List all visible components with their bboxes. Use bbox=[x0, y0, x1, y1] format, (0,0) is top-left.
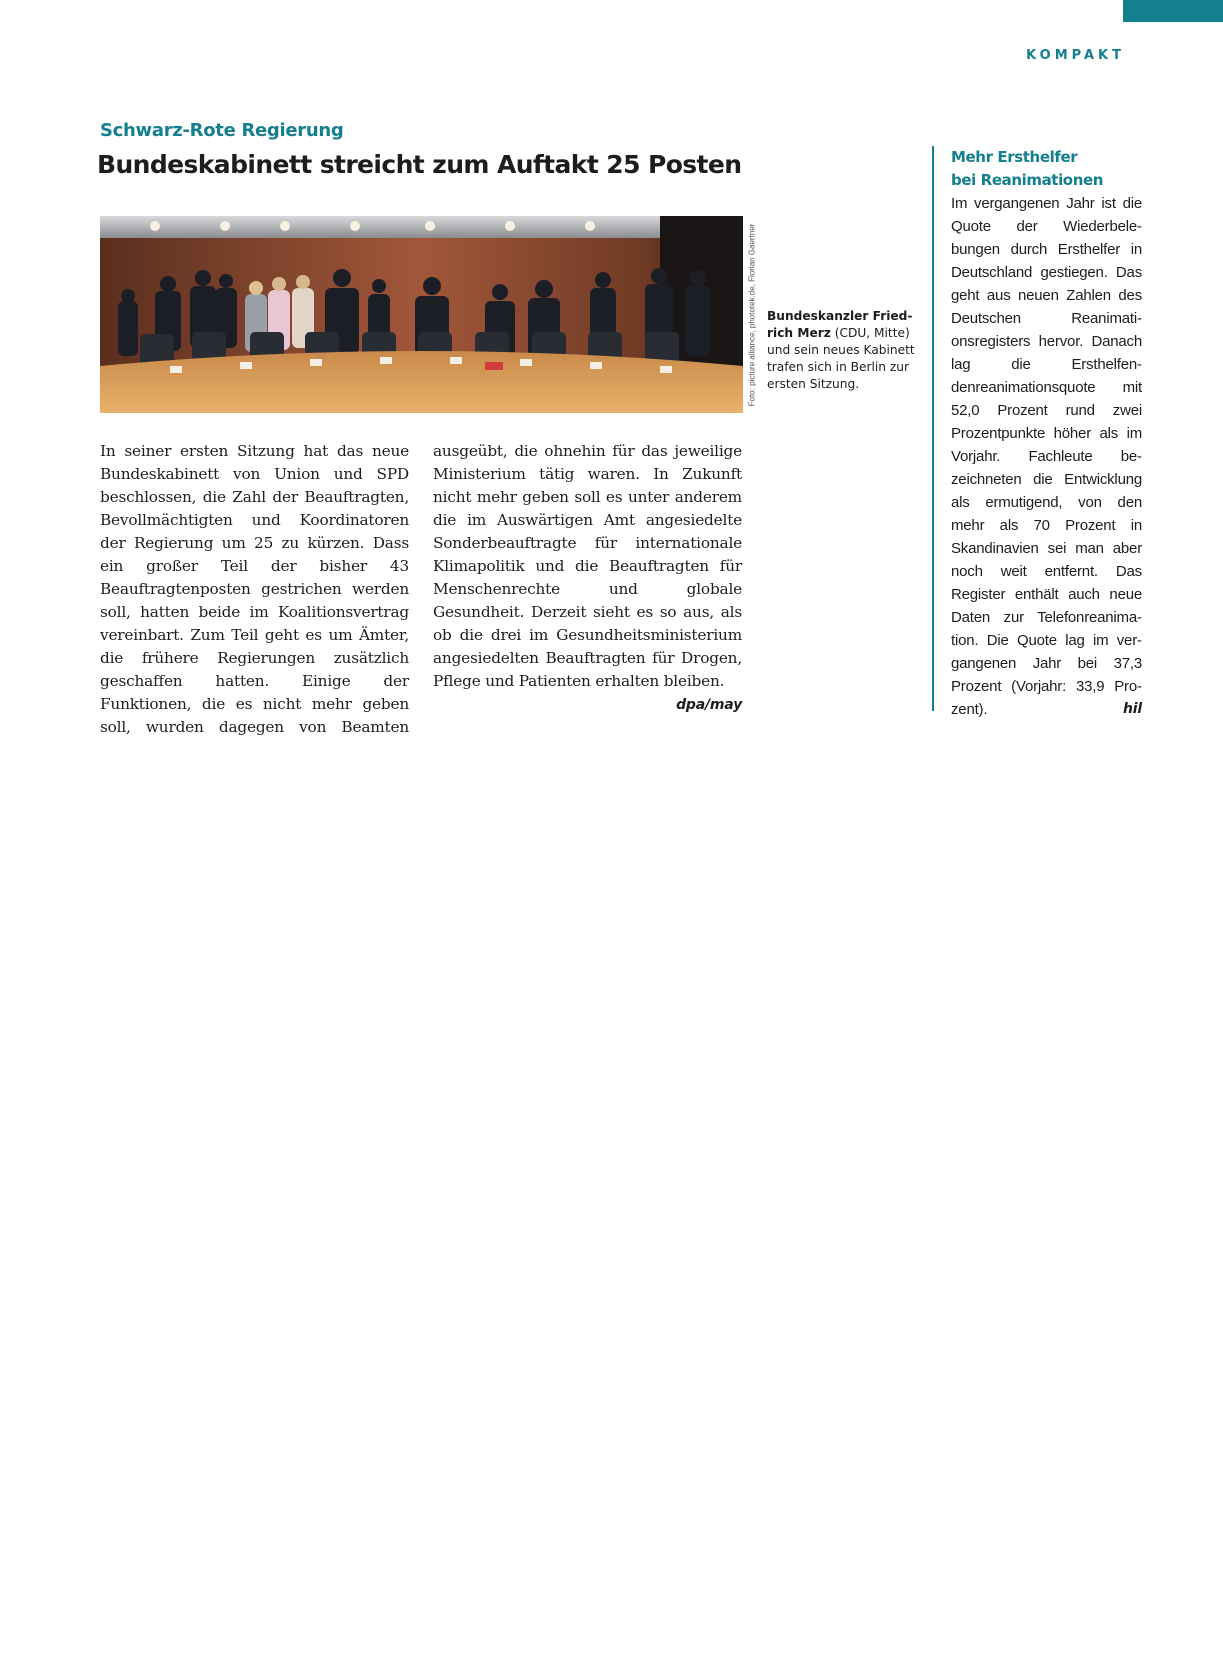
sidebar-title-line1: Mehr Ersthelfer bbox=[951, 148, 1078, 166]
corner-accent-bar bbox=[1123, 0, 1223, 22]
sidebar-body bbox=[951, 192, 1142, 721]
caption-text: (CDU, Mitte) und sein neues Kabinett trafen sich in Berlin zur ersten Sitzung. bbox=[767, 326, 915, 391]
cabinet-photo bbox=[100, 216, 743, 413]
section-label: KOMPAKT bbox=[1026, 48, 1125, 63]
photo-credit: Foto: picture alliance, phototek.de, Florian Gaertner bbox=[747, 223, 757, 406]
article-body-text: In seiner ersten Sitzung hat das neue Bundeskabinett von Union und SPD beschlossen, die Zahl der Beauftragten, Bevollmächtigten und Koordinatoren der Regierung um 25 zu kürzen. Dass ein großer Teil der bisher 43 Beauftragtenposten gestrichen werden soll, hatten beide im Koalitionsvertrag vereinbart. Zum Teil geht es um Ämter, die frühere Regierungen zusätzlich geschaffen hatten. Einige der Funktionen, die es nicht mehr geben soll, wurden dagegen von Beamten ausgeübt, die ohnehin für das jeweilige Ministerium tätig waren. In Zukunft nicht mehr geben soll es unter anderem die im Auswärtigen Amt angesiedelte Sonderbeauftragte für internationale Klimapolitik und die Beauftragten für Menschenrechte und globale Gesundheit. Derzeit sieht es so aus, als ob die drei im Gesundheitsministerium angesiedelten Beauftragten für Drogen, Pflege und Patienten erhalten bleiben. bbox=[100, 442, 742, 736]
article-signature: dpa/may bbox=[676, 697, 742, 713]
sidebar-title bbox=[951, 146, 1142, 192]
sidebar-title-line2: bei Reanimationen bbox=[951, 171, 1104, 189]
photo-caption bbox=[767, 308, 917, 393]
sidebar-box bbox=[932, 146, 1142, 718]
article-kicker: Schwarz-Rote Regierung bbox=[100, 120, 344, 141]
article-headline: Bundeskabinett streicht zum Auftakt 25 Posten bbox=[97, 150, 742, 179]
caption-bold: Bundeskanzler Friedrich Merz bbox=[767, 309, 913, 340]
article-body bbox=[100, 440, 742, 739]
sidebar-signature: hil bbox=[1123, 701, 1142, 717]
sidebar-body-text: Im vergangenen Jahr ist die Quote der Wiederbelebungen durch Ersthelfer in Deutschland gestiegen. Das geht aus neuen Zahlen des Deutschen Reanimationsregisters hervor. Danach lag die Ersthelfendenreanimationsquote mit 52,0 Prozent rund zwei Prozentpunkte höher als im Vorjahr. Fachleute bezeichneten die Entwicklung als ermutigend, von den mehr als 70 Prozent in Skandinavien sei man aber noch weit entfernt. Das Register enthält auch neue Daten zur Telefonreanimation. Die Quote lag im vergangenen Jahr bei 37,3 Prozent (Vorjahr: 33,9 Prozent). bbox=[951, 195, 1142, 718]
